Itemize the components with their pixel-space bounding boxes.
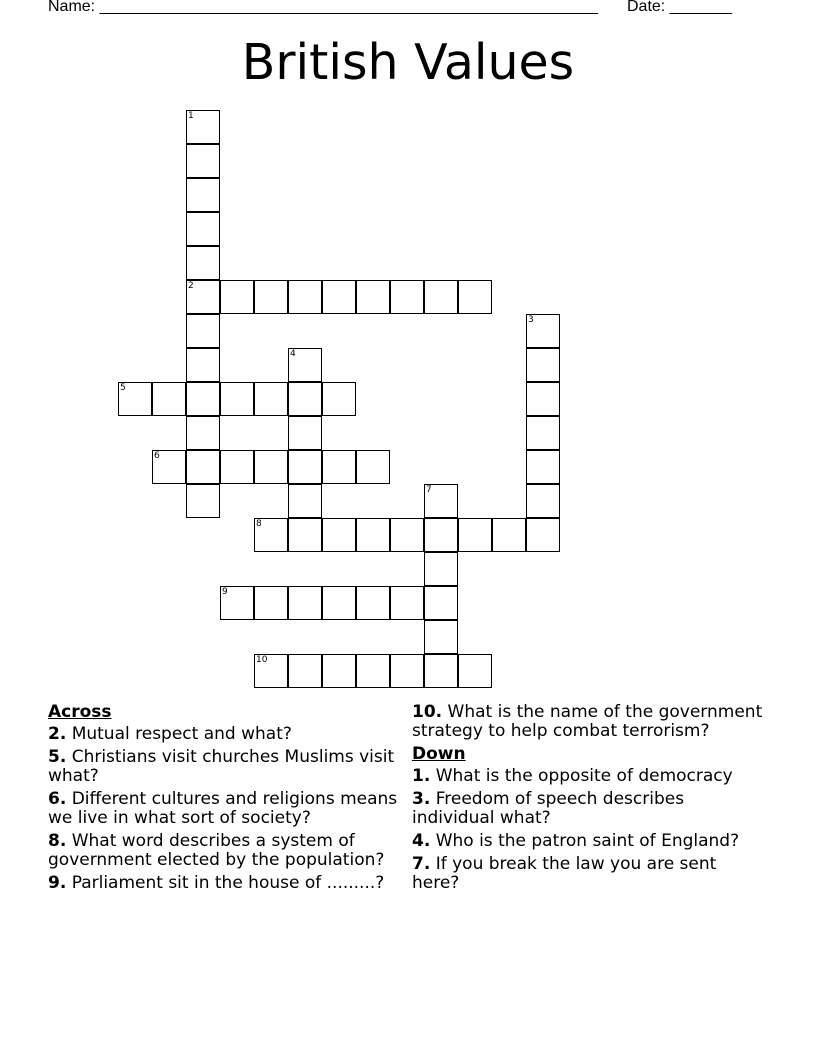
clue-text: What word describes a system of government elected by the population?	[48, 831, 385, 870]
date-field[interactable]: Date: _______	[627, 0, 732, 15]
grid-cell[interactable]	[424, 552, 458, 586]
grid-cell[interactable]	[152, 382, 186, 416]
grid-cell[interactable]	[186, 484, 220, 518]
cell-number: 3	[528, 315, 534, 325]
grid-cell[interactable]	[186, 314, 220, 348]
grid-cell[interactable]	[288, 280, 322, 314]
clue-number: 8.	[48, 831, 67, 851]
cell-number: 1	[188, 111, 194, 121]
grid-cell[interactable]	[492, 518, 526, 552]
grid-cell[interactable]	[186, 212, 220, 246]
down-heading: Down	[412, 744, 466, 764]
clue-number: 9.	[48, 873, 67, 893]
grid-cell[interactable]	[186, 450, 220, 484]
clue-text: Freedom of speech describes individual what?	[412, 789, 685, 828]
grid-cell[interactable]	[254, 280, 288, 314]
clue-text: Who is the patron saint of England?	[430, 831, 740, 851]
grid-cell[interactable]	[390, 654, 424, 688]
grid-cell[interactable]	[288, 654, 322, 688]
clue-number: 2.	[48, 724, 67, 744]
grid-cell[interactable]	[288, 416, 322, 450]
clue-across-10	[412, 703, 767, 741]
clues-right-column	[412, 703, 767, 897]
grid-cell[interactable]	[526, 484, 560, 518]
grid-cell[interactable]	[220, 280, 254, 314]
cell-number: 7	[426, 485, 432, 495]
name-field[interactable]: Name: ________________________________________________________	[48, 0, 598, 15]
cell-number: 9	[222, 587, 228, 597]
clue-down-7	[412, 855, 767, 893]
grid-cell[interactable]	[526, 450, 560, 484]
grid-cell[interactable]	[322, 382, 356, 416]
clue-number: 1.	[412, 766, 431, 786]
clue-text: If you break the law you are sent here?	[412, 854, 717, 893]
grid-cell[interactable]	[526, 518, 560, 552]
grid-cell[interactable]	[186, 382, 220, 416]
grid-cell[interactable]	[288, 518, 322, 552]
grid-cell[interactable]	[220, 382, 254, 416]
clue-down-1	[412, 767, 767, 786]
grid-cell[interactable]	[458, 280, 492, 314]
clue-across-2	[48, 725, 403, 744]
grid-cell[interactable]	[424, 620, 458, 654]
grid-cell[interactable]	[424, 654, 458, 688]
grid-cell[interactable]	[424, 280, 458, 314]
clue-number: 3.	[412, 789, 431, 809]
clue-text: What is the name of the government strategy to help combat terrorism?	[412, 702, 763, 741]
clue-number: 5.	[48, 747, 67, 767]
grid-cell[interactable]	[356, 654, 390, 688]
grid-cell[interactable]	[288, 348, 322, 382]
cell-number: 10	[256, 655, 268, 665]
grid-cell[interactable]	[458, 654, 492, 688]
grid-cell[interactable]	[526, 416, 560, 450]
clue-text: Parliament sit in the house of .........?	[66, 873, 385, 893]
grid-cell[interactable]	[356, 280, 390, 314]
grid-cell[interactable]	[322, 654, 356, 688]
cell-number: 8	[256, 519, 262, 529]
clue-number: 10.	[412, 702, 443, 722]
grid-cell[interactable]	[322, 518, 356, 552]
clue-text: Different cultures and religions means we live in what sort of society?	[48, 789, 398, 828]
grid-cell[interactable]	[186, 178, 220, 212]
grid-cell[interactable]	[526, 314, 560, 348]
cell-number: 4	[290, 349, 296, 359]
grid-cell[interactable]	[356, 450, 390, 484]
grid-cell[interactable]	[186, 246, 220, 280]
grid-cell[interactable]	[356, 586, 390, 620]
grid-cell[interactable]	[254, 586, 288, 620]
grid-cell[interactable]	[322, 450, 356, 484]
cell-number: 5	[120, 383, 126, 393]
clue-number: 4.	[412, 831, 431, 851]
grid-cell[interactable]	[424, 518, 458, 552]
grid-cell[interactable]	[390, 586, 424, 620]
across-heading: Across	[48, 702, 112, 722]
grid-cell[interactable]	[186, 348, 220, 382]
page-title: British Values	[241, 34, 575, 91]
clue-number: 7.	[412, 854, 431, 874]
grid-cell[interactable]	[152, 450, 186, 484]
clue-text: What is the opposite of democracy	[430, 766, 733, 786]
grid-cell[interactable]	[254, 654, 288, 688]
clues-left-column	[48, 703, 403, 897]
grid-cell[interactable]	[220, 586, 254, 620]
grid-cell[interactable]	[390, 280, 424, 314]
clue-across-8	[48, 832, 403, 870]
grid-cell[interactable]	[220, 450, 254, 484]
grid-cell[interactable]	[390, 518, 424, 552]
clue-down-3	[412, 790, 767, 828]
grid-cell[interactable]	[254, 382, 288, 416]
grid-cell[interactable]	[288, 484, 322, 518]
grid-cell[interactable]	[526, 348, 560, 382]
grid-cell[interactable]	[526, 382, 560, 416]
grid-cell[interactable]	[118, 382, 152, 416]
grid-cell[interactable]	[458, 518, 492, 552]
clue-down-4	[412, 832, 767, 851]
grid-cell[interactable]	[322, 280, 356, 314]
grid-cell[interactable]	[186, 110, 220, 144]
grid-cell[interactable]	[288, 586, 322, 620]
grid-cell[interactable]	[356, 518, 390, 552]
cell-number: 6	[154, 451, 160, 461]
grid-cell[interactable]	[288, 450, 322, 484]
grid-cell[interactable]	[186, 144, 220, 178]
grid-cell[interactable]	[322, 586, 356, 620]
clue-across-6	[48, 790, 403, 828]
grid-cell[interactable]	[186, 280, 220, 314]
clue-number: 6.	[48, 789, 67, 809]
clue-across-9	[48, 874, 403, 893]
grid-cell[interactable]	[424, 484, 458, 518]
grid-cell[interactable]	[186, 416, 220, 450]
grid-cell[interactable]	[288, 382, 322, 416]
clue-text: Mutual respect and what?	[66, 724, 292, 744]
clue-text: Christians visit churches Muslims visit what?	[48, 747, 395, 786]
grid-cell[interactable]	[424, 586, 458, 620]
clue-across-5	[48, 748, 403, 786]
grid-cell[interactable]	[254, 518, 288, 552]
grid-cell[interactable]	[254, 450, 288, 484]
cell-number: 2	[188, 281, 194, 291]
